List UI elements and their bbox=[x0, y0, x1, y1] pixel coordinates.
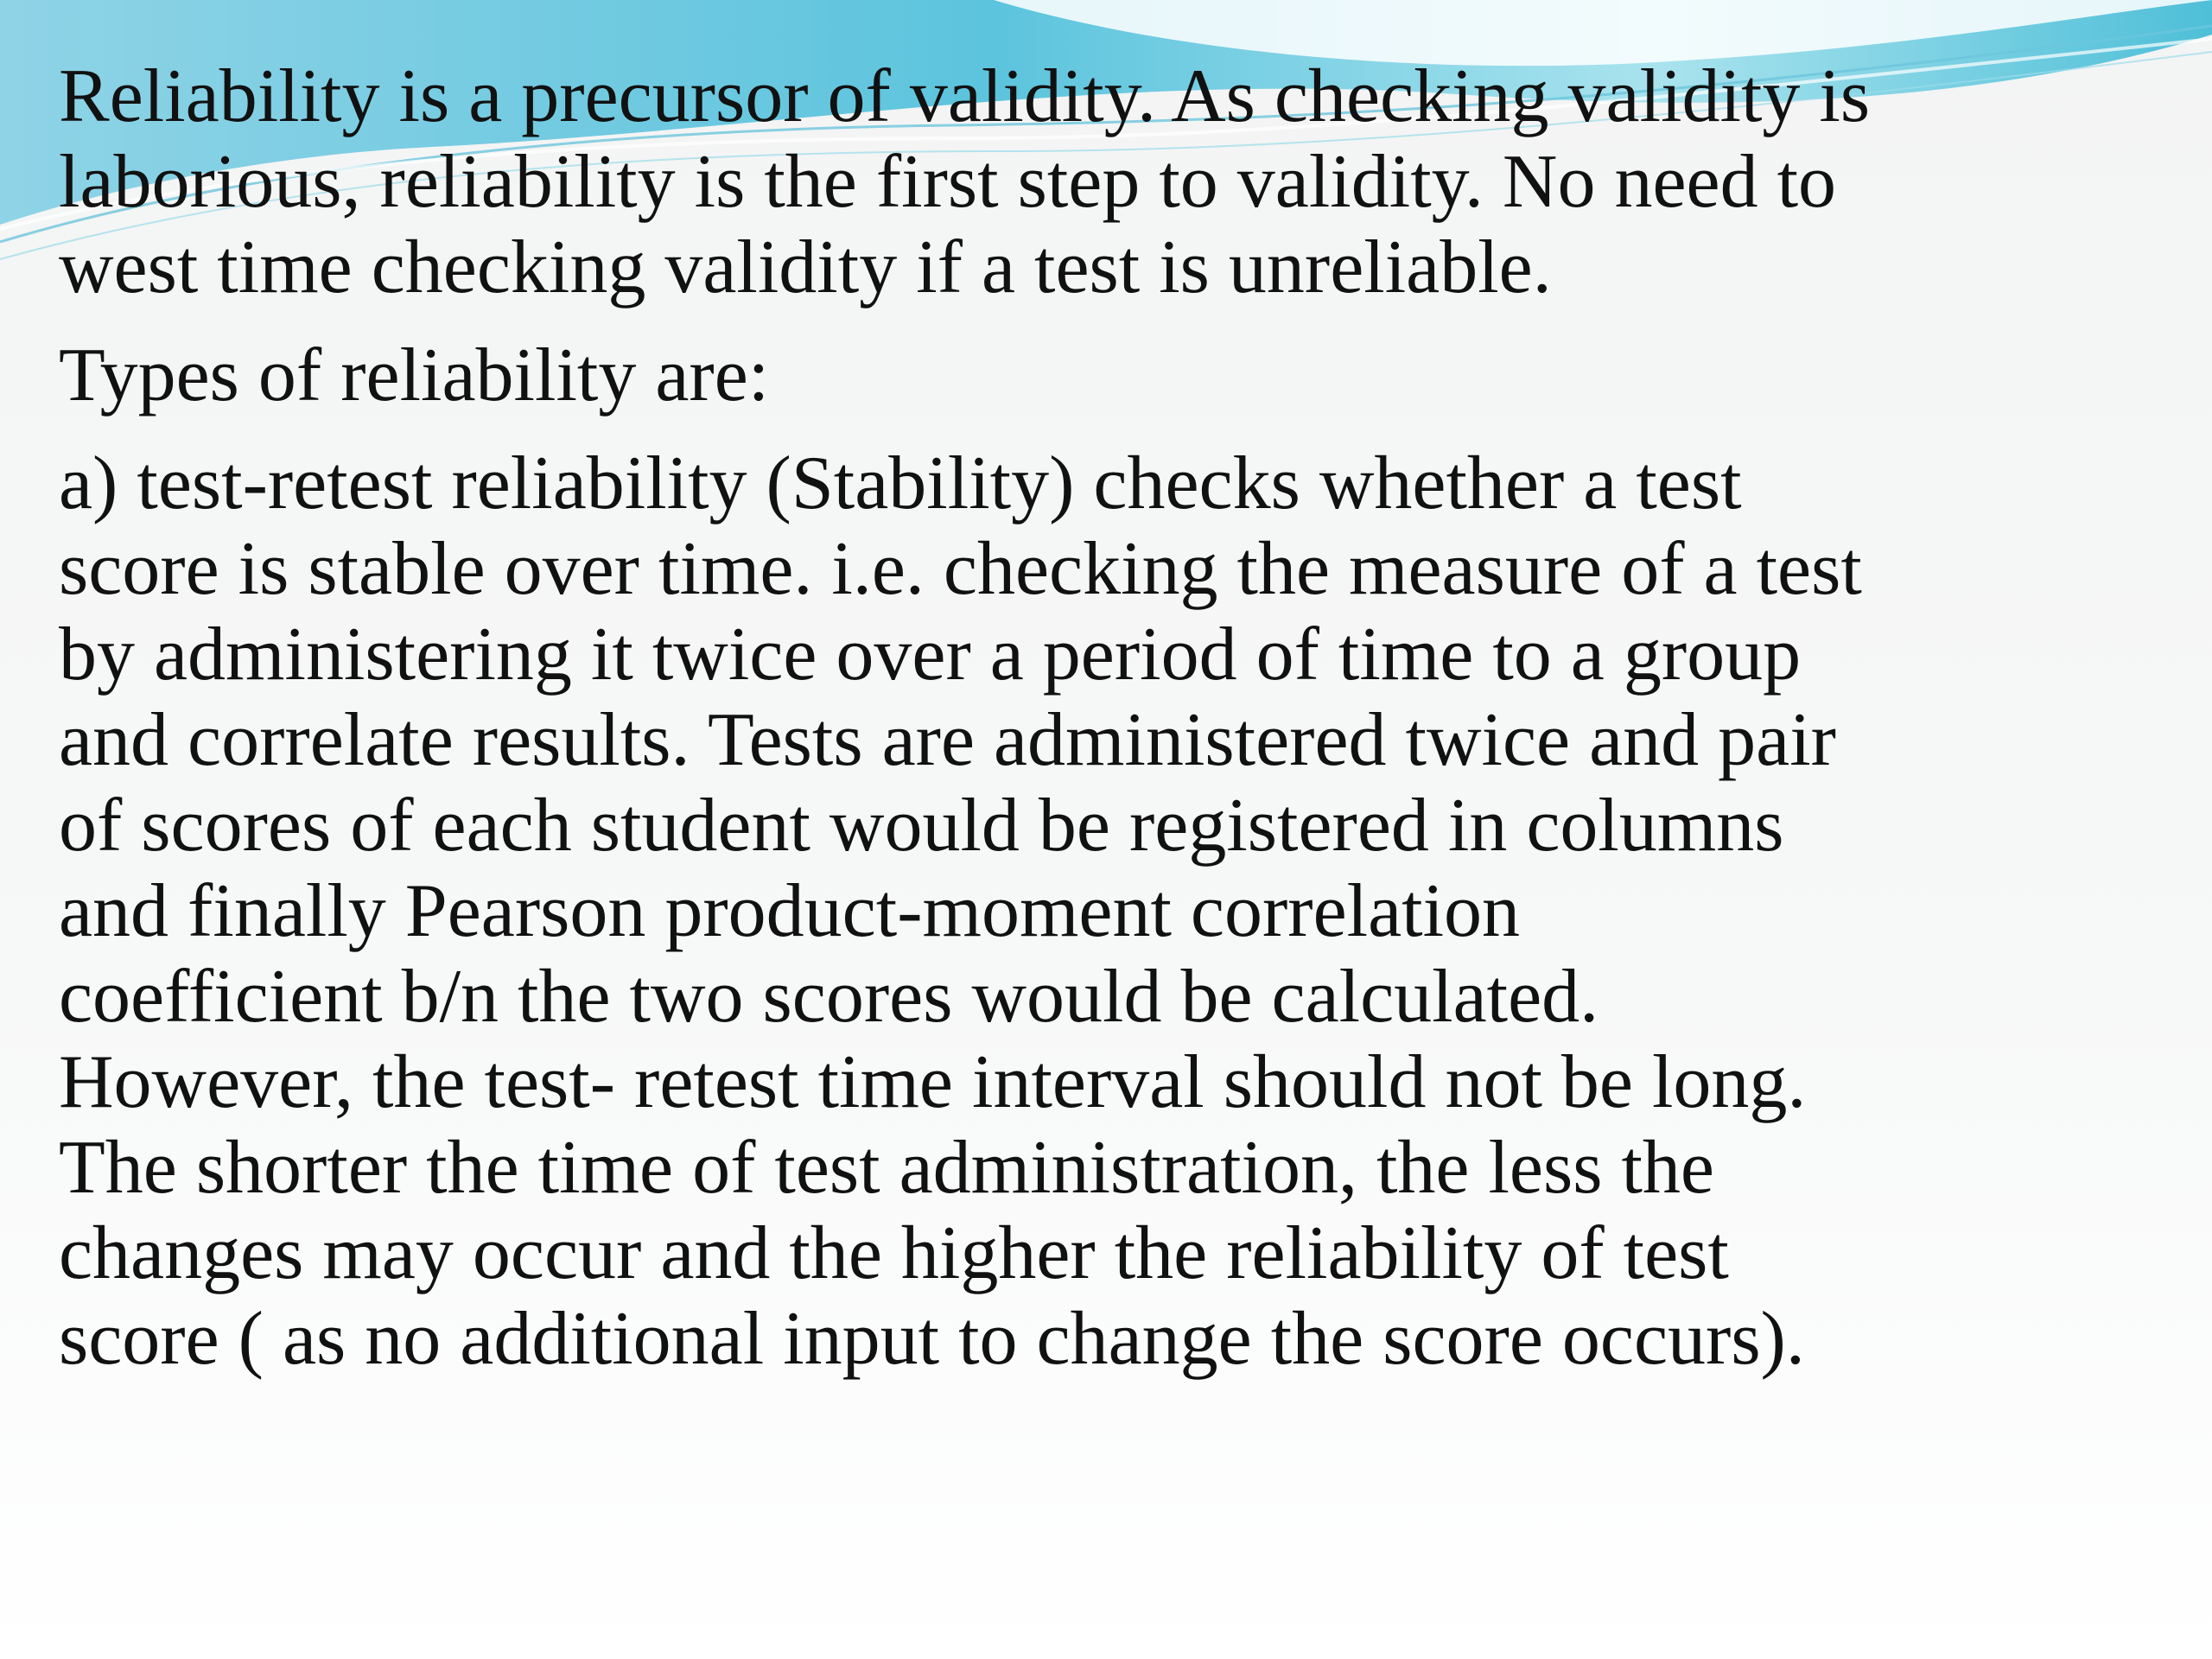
text-line: score ( as no additional input to change the score occurs). bbox=[59, 1297, 1805, 1381]
text-line: score is stable over time. i.e. checking the measure of a test bbox=[59, 527, 1862, 611]
text-line: The shorter the time of test administration, the less the bbox=[59, 1126, 1714, 1210]
paragraph-reliability-intro bbox=[59, 54, 2167, 310]
text-line: Types of reliability are: bbox=[59, 334, 770, 417]
text-line: However, the test- retest time interval should not be long. bbox=[59, 1040, 1807, 1124]
paragraph-types-heading bbox=[59, 333, 2167, 418]
text-line: laborious, reliability is the first step to validity. No need to bbox=[59, 140, 1837, 224]
text-line: by administering it twice over a period of time to a group bbox=[59, 613, 1802, 696]
text-line: changes may occur and the higher the reliability of test bbox=[59, 1211, 1729, 1295]
text-line: of scores of each student would be registered in columns bbox=[59, 784, 1784, 868]
text-line: coefficient b/n the two scores would be calculated. bbox=[59, 955, 1599, 1039]
text-line: and correlate results. Tests are administered twice and pair bbox=[59, 698, 1836, 782]
text-line: Reliability is a precursor of validity. As checking validity is bbox=[59, 54, 1871, 138]
text-line: and finally Pearson product-moment correlation bbox=[59, 869, 1521, 953]
text-line: west time checking validity if a test is unreliable. bbox=[59, 226, 1552, 309]
paragraph-test-retest bbox=[59, 441, 2167, 1382]
text-line: a) test-retest reliability (Stability) checks whether a test bbox=[59, 442, 1742, 525]
slide-body bbox=[59, 54, 2167, 1404]
